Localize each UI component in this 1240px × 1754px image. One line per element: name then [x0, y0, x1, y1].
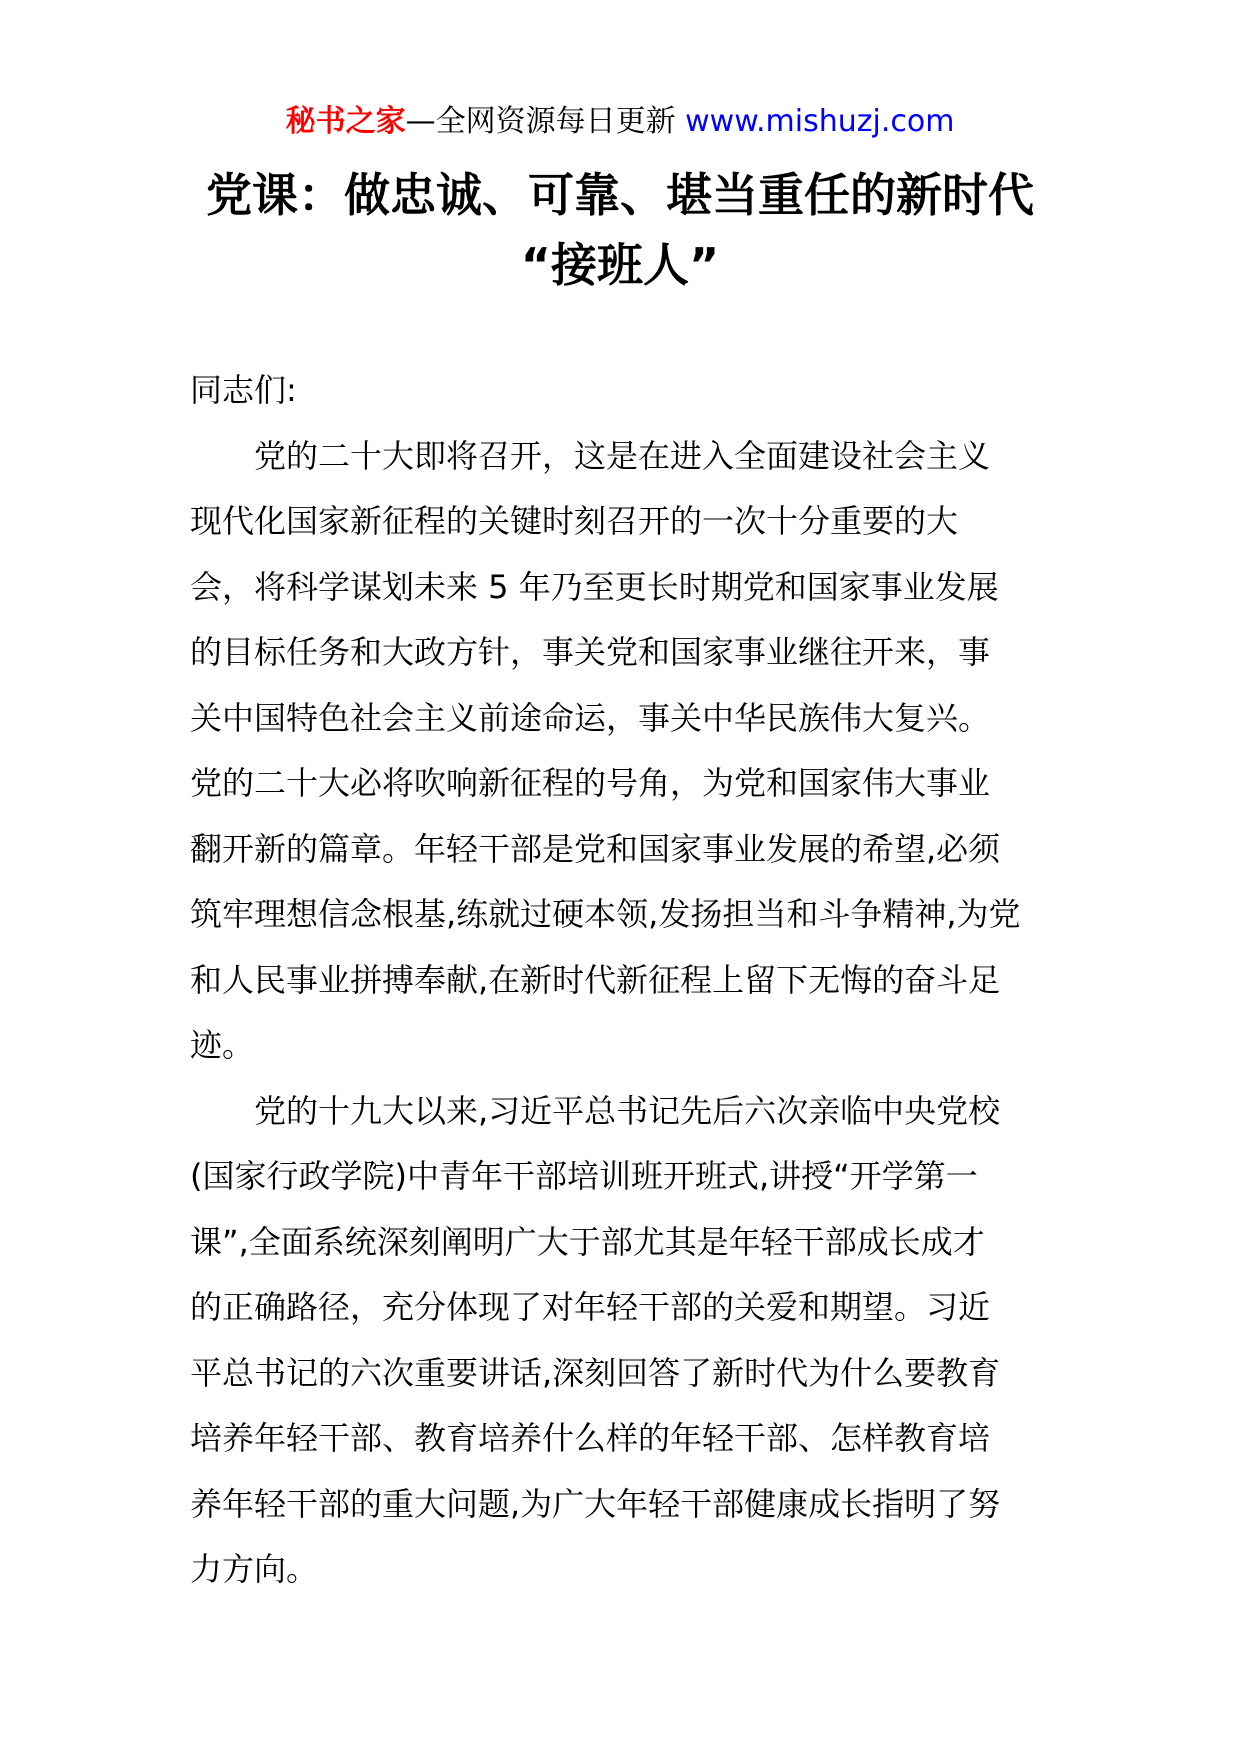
paragraph-line: 翻开新的篇章。年轻干部是党和国家事业发展的希望,必须	[190, 829, 1001, 868]
paragraph-line: 培养年轻干部、教育培养什么样的年轻干部、怎样教育培	[190, 1419, 991, 1457]
paragraph-line: 迹。	[190, 1026, 255, 1064]
paragraph-2	[190, 1079, 1060, 1603]
paragraph-line: (国家行政学院)中青年干部培训班开班式,讲授“开学第一	[190, 1157, 978, 1195]
title-line-1: 党课：做忠诚、可靠、堪当重任的新时代	[206, 168, 1034, 222]
paragraph-line: 关中国特色社会主义前途命运，事关中华民族伟大复兴。	[190, 698, 991, 737]
site-url-link[interactable]: www.mishuzj.com	[685, 104, 955, 139]
paragraph-line: 党的十九大以来,习近平总书记先后六次亲临中央党校	[254, 1091, 1001, 1130]
paragraph-line: 的目标任务和大政方针，事关党和国家事业继往开来，事	[190, 633, 991, 671]
site-brand: 秘书之家	[285, 104, 406, 139]
paragraph-line: 党的二十大必将吹响新征程的号角，为党和国家伟大事业	[190, 764, 991, 802]
site-header	[0, 100, 1240, 144]
paragraph-line: 党的二十大即将召开，这是在进入全面建设社会主义	[254, 436, 991, 475]
paragraph-line: 养年轻干部的重大问题,为广大年轻干部健康成长指明了努	[190, 1484, 1001, 1523]
paragraph-line: 的正确路径，充分体现了对年轻干部的关爱和期望。习近	[190, 1288, 991, 1326]
paragraph-line: 力方向。	[190, 1550, 319, 1588]
document-title	[190, 160, 1050, 300]
paragraph-line: 平总书记的六次重要讲话,深刻回答了新时代为什么要教育	[190, 1353, 1001, 1392]
document-body	[190, 358, 1060, 1603]
paragraph-line: 现代化国家新征程的关键时刻召开的一次十分重要的大	[190, 502, 959, 540]
paragraph-line: 和人民事业拼搏奉献,在新时代新征程上留下无悔的奋斗足	[190, 960, 1001, 999]
salutation: 同志们:	[190, 371, 297, 409]
paragraph-1	[190, 424, 1060, 1079]
paragraph-line: 会，将科学谋划未来 5 年乃至更长时期党和国家事业发展	[190, 567, 999, 606]
paragraph-line: 筑牢理想信念根基,练就过硬本领,发扬担当和斗争精神,为党	[190, 895, 1021, 933]
paragraph-line: 课”,全面系统深刻阐明广大于部尤其是年轻干部成长成才	[190, 1222, 985, 1261]
title-line-2: “接班人”	[520, 238, 720, 292]
site-slogan: —全网资源每日更新	[405, 104, 676, 139]
